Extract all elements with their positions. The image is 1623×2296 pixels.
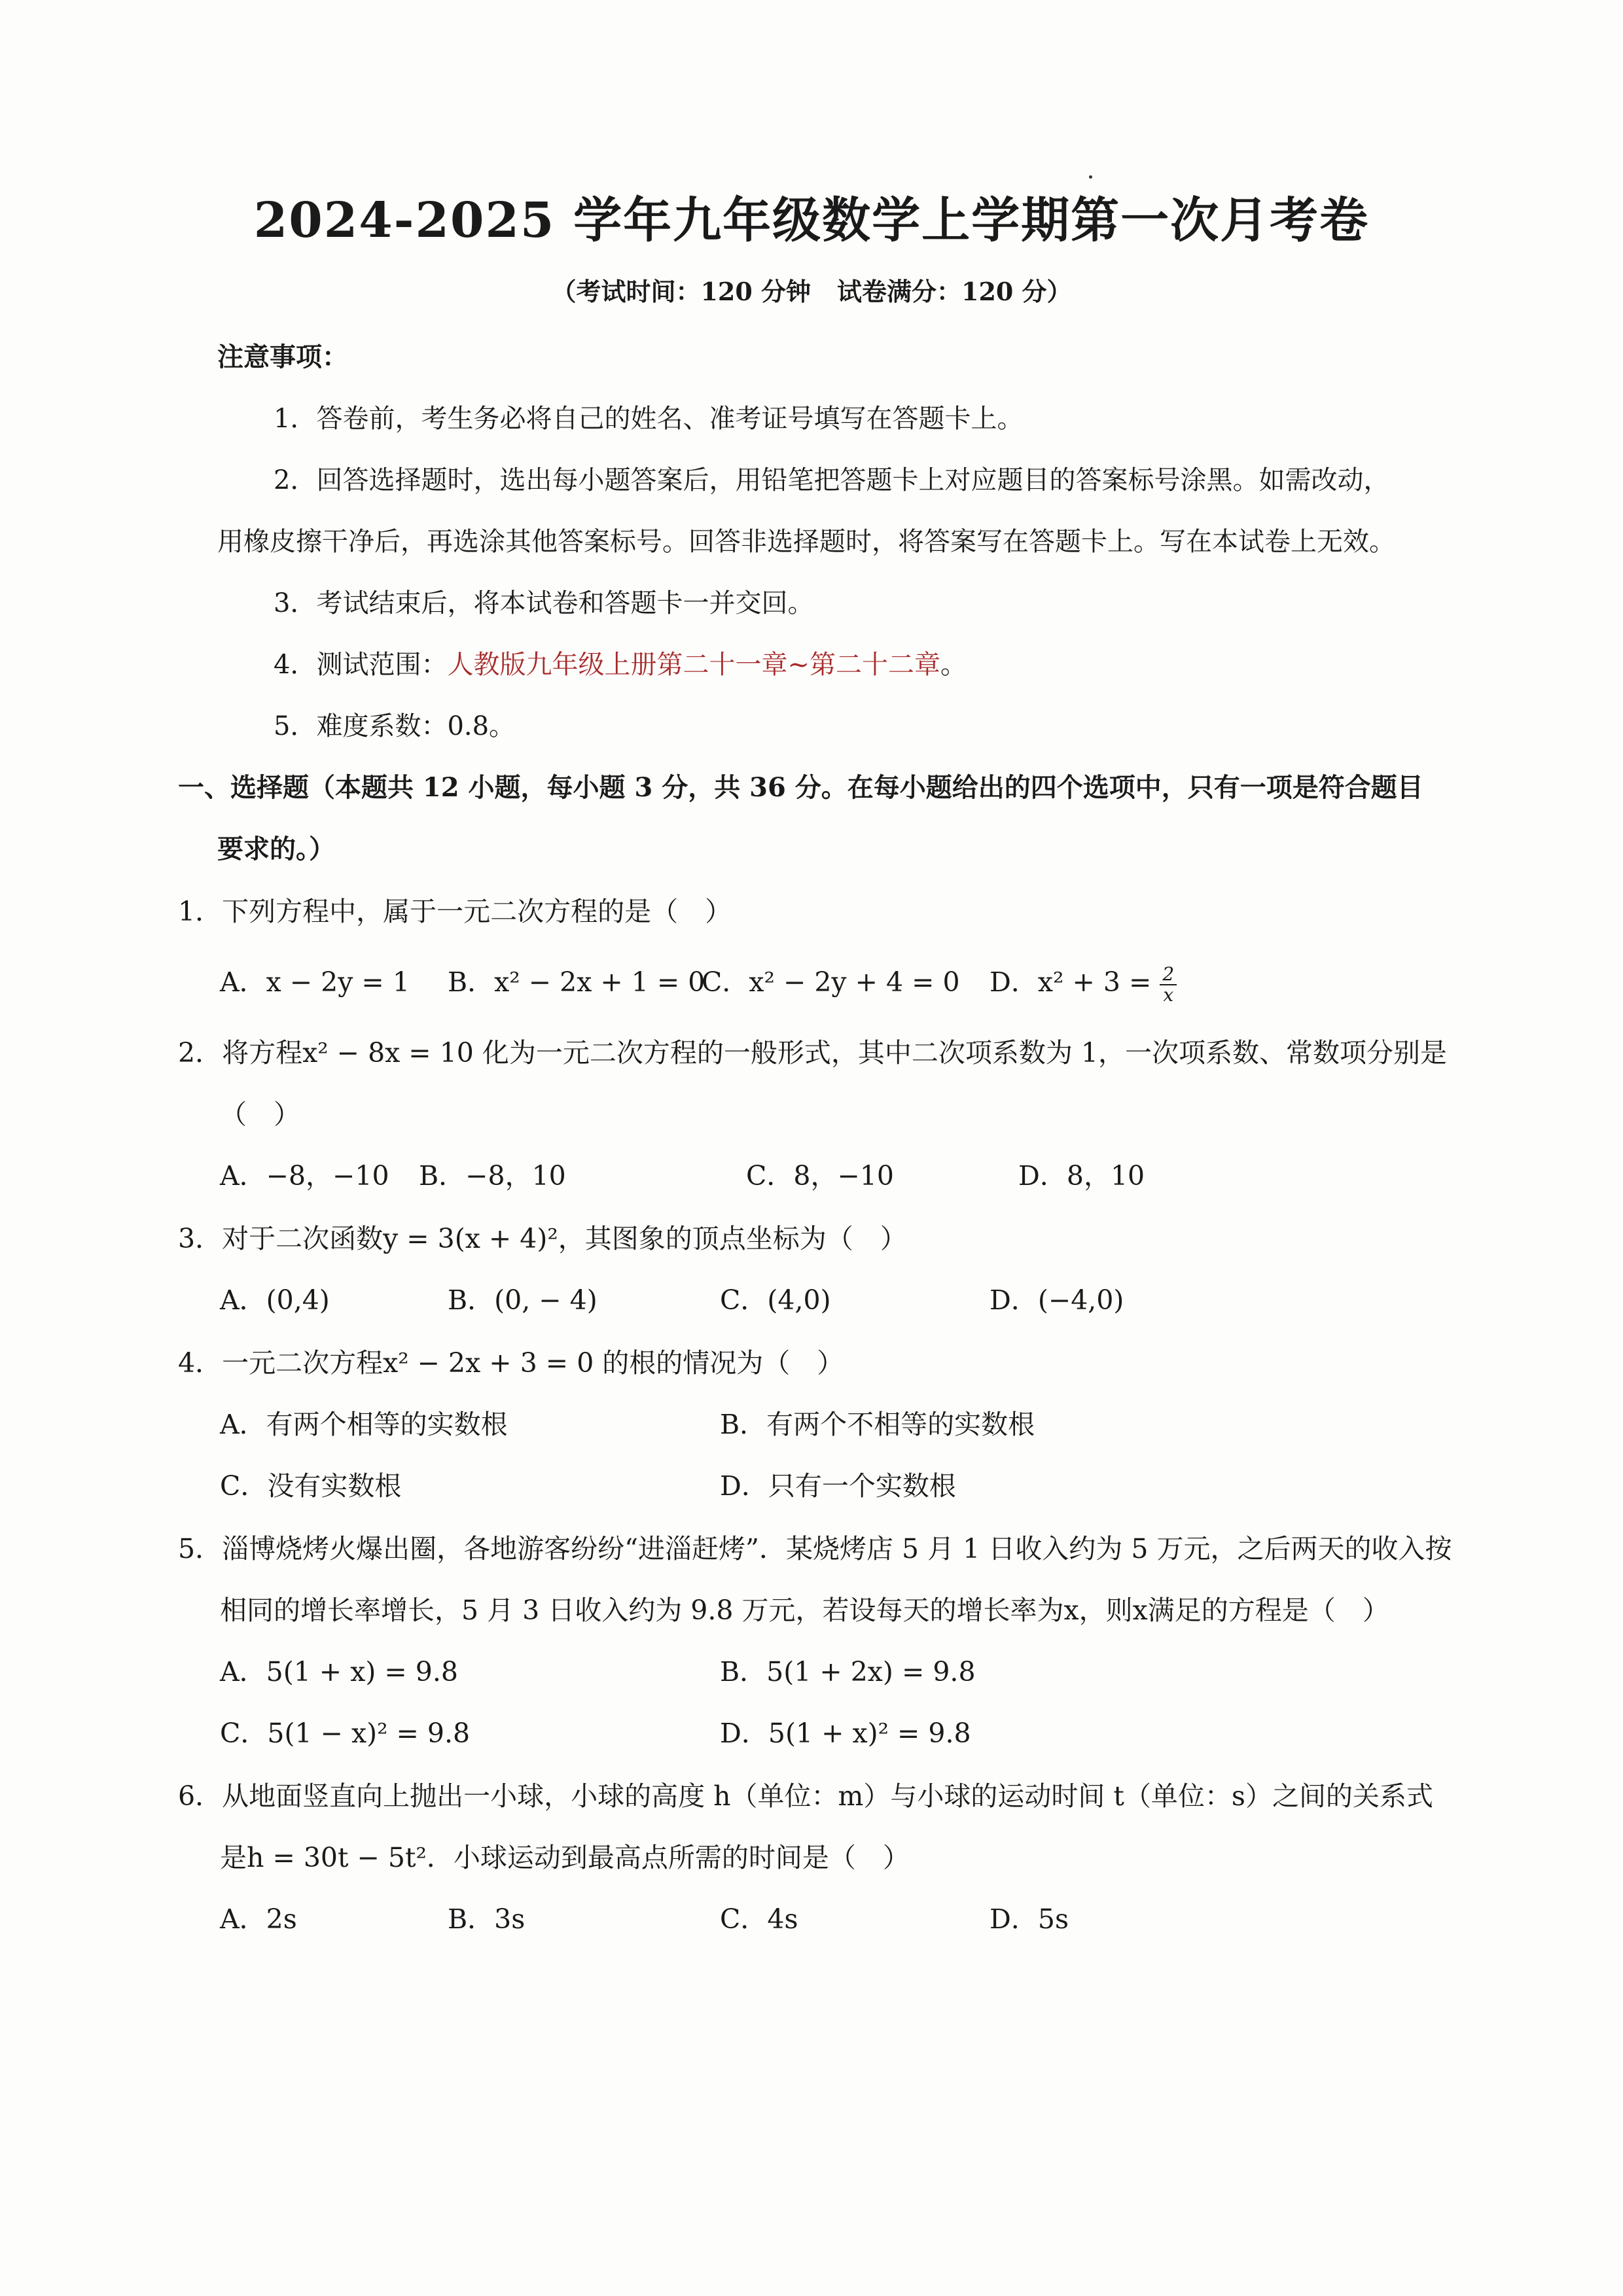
exam-score: 试卷满分：120 分） [837, 277, 1072, 306]
q6-option-a: A．2s [220, 1903, 297, 1935]
q4-option-d: D．只有一个实数根 [720, 1470, 956, 1502]
section-1-heading-line2: 要求的。） [217, 834, 335, 864]
q1-option-b: B．x² − 2x + 1 = 0 [448, 966, 705, 998]
q3-option-d: D．(−4,0) [990, 1284, 1124, 1316]
q1-option-d-fraction [1160, 964, 1177, 1005]
fraction-denominator: x [1163, 983, 1174, 1006]
q5-option-b: B．5(1 + 2x) = 9.8 [720, 1656, 976, 1687]
note-2a: 2．回答选择题时，选出每小题答案后，用铅笔把答题卡上对应题目的答案标号涂黑。如需改动， [274, 465, 1390, 495]
note-5: 5．难度系数：0.8。 [274, 711, 516, 741]
question-2-stem: 2．将方程x² − 8x = 10 化为一元二次方程的一般形式，其中二次项系数为 1，一次项系数、常数项分别是 [178, 1037, 1448, 1069]
note-2b: 用橡皮擦干净后，再选涂其他答案标号。回答非选择题时，将答案写在答题卡上。写在本试卷上无效。 [217, 527, 1395, 557]
question-1-stem: 1．下列方程中，属于一元二次方程的是（ ） [178, 896, 732, 927]
question-5-stem-line1: 5．淄博烧烤火爆出圈，各地游客纷纷“进淄赶烤”．某烧烤店 5 月 1 日收入约为 5 万元，之后两天的收入按 [178, 1533, 1452, 1564]
q6-option-b: B．3s [448, 1903, 526, 1935]
note-1: 1．答卷前，考生务必将自己的姓名、准考证号填写在答题卡上。 [274, 404, 1024, 434]
page-title: 2024-2025 学年九年级数学上学期第一次月考卷 [253, 192, 1370, 249]
q1-option-d-text: D．x² + 3 = [990, 966, 1152, 998]
q2-option-c: C．8，−10 [746, 1160, 894, 1192]
question-5-stem-line2: 相同的增长率增长，5 月 3 日收入约为 9.8 万元，若设每天的增长率为x，则x满足的方程是（ ） [220, 1595, 1389, 1626]
note-4-prefix: 4．测试范围： [274, 650, 448, 680]
question-4-stem: 4．一元二次方程x² − 2x + 3 = 0 的根的情况为（ ） [178, 1347, 844, 1379]
question-6-stem-line1: 6．从地面竖直向上抛出一小球，小球的高度 h（单位：m）与小球的运动时间 t（单位：s）之间的关系式 [178, 1780, 1433, 1812]
q1-option-c: C．x² − 2y + 4 = 0 [702, 966, 960, 998]
q2-option-b: B．−8，10 [419, 1160, 566, 1192]
q4-option-a: A．有两个相等的实数根 [220, 1409, 508, 1440]
q3-option-a: A．(0,4) [220, 1284, 330, 1316]
note-4 [274, 644, 967, 681]
q2-option-a: A．−8，−10 [220, 1160, 389, 1192]
exam-time: （考试时间：120 分钟 [551, 277, 811, 306]
notes-heading: 注意事项： [217, 342, 348, 372]
q5-option-a: A．5(1 + x) = 9.8 [220, 1656, 458, 1687]
q1-option-a: A．x − 2y = 1 [220, 966, 410, 998]
q6-option-d: D．5s [990, 1903, 1069, 1935]
question-2-paren: （ ） [220, 1099, 300, 1130]
fraction-numerator: 2 [1160, 964, 1177, 985]
q2-option-d: D．8，10 [1018, 1160, 1145, 1192]
q5-option-c: C．5(1 − x)² = 9.8 [220, 1718, 471, 1749]
q4-option-c: C．没有实数根 [220, 1470, 402, 1502]
note-4-range: 人教版九年级上册第二十一章~第二十二章 [447, 650, 940, 680]
q4-option-b: B．有两个不相等的实数根 [720, 1409, 1035, 1440]
q3-option-b: B．(0, − 4) [448, 1284, 597, 1316]
q1-option-d [990, 961, 1177, 1005]
q3-option-c: C．(4,0) [720, 1284, 831, 1316]
note-4-suffix: 。 [940, 650, 967, 680]
note-3: 3．考试结束后，将本试卷和答题卡一并交回。 [274, 588, 814, 618]
q6-option-c: C．4s [720, 1903, 798, 1935]
section-1-heading-line1: 一、选择题（本题共 12 小题，每小题 3 分，共 36 分。在每小题给出的四个选项中，只有一项是符合题目 [178, 772, 1423, 803]
exam-info [0, 272, 1623, 308]
scan-dot [1089, 175, 1092, 179]
question-3-stem: 3．对于二次函数y = 3(x + 4)²，其图象的顶点坐标为（ ） [178, 1223, 907, 1254]
q5-option-d: D．5(1 + x)² = 9.8 [720, 1718, 971, 1749]
question-6-stem-line2: 是h = 30t − 5t²．小球运动到最高点所需的时间是（ ） [220, 1842, 910, 1873]
